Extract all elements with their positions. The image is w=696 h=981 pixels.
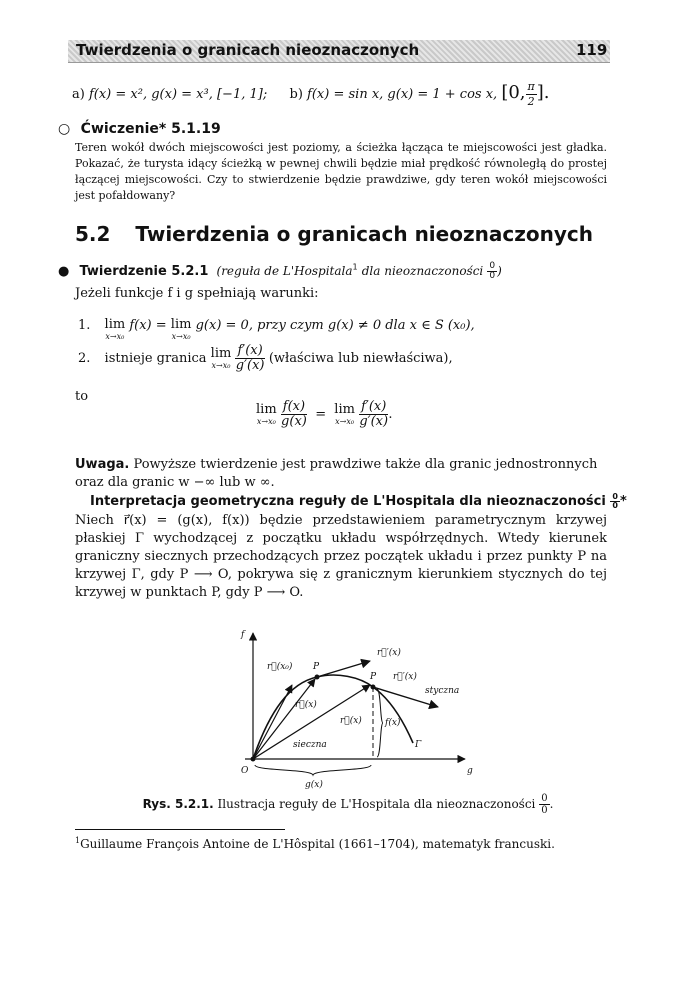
label-fx: f(x) [385,718,401,728]
exercise-title: Ćwiczenie* 5.1.19 [80,121,221,137]
item-b-interval-end: ]. [536,82,550,103]
label-origin: O [241,766,249,776]
limit-3: lim x→x₀ [210,346,232,370]
footnote-mark: 1 [75,836,81,845]
theorem-title: Twierdzenie 5.2.1 [79,264,209,279]
figure-caption [0,793,696,816]
filled-bullet-icon: ● [58,264,70,279]
theorem-subtitle-cont: dla nieoznaczoności [361,264,484,278]
conclusion-formula [256,400,392,429]
condition-1-fx: f(x) = [129,318,167,333]
label-p-right: P [370,672,377,682]
exercise-heading [58,121,221,137]
label-sieczna: sieczna [293,740,327,750]
footnote [75,836,555,851]
conclusion-to: to [75,389,89,404]
item-a-label: a) [72,87,85,102]
limit-4: lim x→x₀ [256,402,277,426]
interpretation-star: * [619,494,627,509]
condition-1-rest: g(x) = 0, przy czym g(x) ≠ 0 dla x ∈ S (x₀), [195,318,475,333]
footnote-rule [75,829,285,830]
origin-point [251,757,256,762]
caption-text: Ilustracja reguły de L'Hospitala dla nieoznaczoności [217,797,536,811]
label-p-left: P [313,662,320,672]
label-r-x-mid: r⃗(x) [295,700,317,710]
equals-sign: = [315,407,327,422]
fx-brace [377,689,383,757]
condition-2-rest: (właściwa lub niewłaściwa), [268,351,453,366]
previous-exercise-items [72,80,550,109]
conclusion-period: . [388,407,393,422]
section-heading [75,222,593,246]
gx-brace [255,765,371,775]
label-gamma: Γ [415,740,422,750]
remark-text: Powyższe twierdzenie jest prawdziwe także dla granic jednostronnych oraz dla granic w −∞ lub w ∞. [75,457,598,490]
interpretation-fraction: $\frac{0}{0}$ [612,492,618,510]
theorem-heading [58,262,502,281]
theorem-subtitle-close: ) [497,264,502,278]
limit-1: lim x→x₀ [104,317,126,341]
ratio-derivatives: $\frac{f'(x)}{g'(x)}$ [359,399,389,429]
label-r-prime-right: r⃗′(x) [393,672,417,682]
tangent-arrow-left [317,661,370,677]
derivative-ratio: $\frac{f'(x)}{g'(x)}$ [235,343,265,373]
condition-2 [78,344,453,373]
interpretation-text: Niech r⃗(x) = (g(x), f(x)) będzie przedstawieniem parametrycznym krzywej płaskiej Γ wychodzącej z początku układu współrzędnych. Wtedy kierunek graniczny siecznych przechodzących przez początek układu i przez punkty P na krzywej Γ, gdy P ⟶ O, pokrywa się z granicznym kierunkiem stycznych do tej krzywej w punktach P, gdy P ⟶ O. [75,513,607,600]
section-title: Twierdzenia o granicach nieoznaczonych [135,222,593,246]
label-g-axis: g [467,766,473,776]
caption-label: Rys. 5.2.1. [142,797,214,811]
page-number: 119 [576,41,608,59]
interpretation-heading [90,493,627,510]
interpretation-title: Interpretacja geometryczna reguły de L'Hospitala dla nieoznaczoności [90,494,606,509]
lhospital-figure [225,625,495,793]
ratio-fg: $\frac{f(x)}{g(x)}$ [281,399,307,429]
exercise-text: Teren wokół dwóch miejscowości jest poziomy, a ścieżka łącząca te miejscowości jest gładka. Pokazać, że turysta idący ścieżką w pewnej chwili będzie miał prędkość równoległą do prostej łączącej miejscowości. Czy to stwierdzenie będzie prawdziwe, gdy teren wokół miejscowości jest pofałdowany? [75,141,607,202]
condition-2-text: istnieje granica [104,351,207,366]
remark-label: Uwaga. [75,457,130,472]
item-b-interval-start: [0, [501,82,526,103]
item-b-label: b) [289,87,303,102]
section-number: 5.2 [75,222,111,246]
label-f-axis: f [241,630,245,640]
caption-end: . [549,797,554,811]
label-r-prime-top: r⃗′(x) [377,648,401,658]
condition-1 [78,318,475,341]
item-a-formula: f(x) = x², g(x) = x³, [−1, 1]; [88,87,268,102]
condition-2-number: 2. [78,351,91,366]
limit-5: lim x→x₀ [334,402,355,426]
theorem-subtitle: (reguła de L'Hospitala [216,264,353,278]
hollow-bullet-icon: ○ [58,121,71,137]
theorem-intro: Jeżeli funkcje f i g spełniają warunki: [75,286,319,301]
vector-r-x0 [253,685,292,759]
pi-half-fraction: $\frac{\pi}{2}$ [527,80,535,108]
remark [75,456,607,492]
caption-fraction: $\frac{0}{0}$ [541,793,548,816]
condition-1-number: 1. [78,318,91,333]
item-b-formula: f(x) = sin x, g(x) = 1 + cos x, [307,87,498,102]
label-gx: g(x) [305,780,323,790]
label-r-x0: r⃗(x₀) [267,662,293,672]
running-header-title: Twierdzenia o granicach nieoznaczonych [76,41,420,59]
footnote-marker: 1 [352,262,358,272]
footnote-text: Guillaume François Antoine de L'Hôspital (1661–1704), matematyk francuski. [80,837,555,851]
label-r-x-low: r⃗(x) [340,716,362,726]
limit-2: lim x→x₀ [170,317,192,341]
zero-over-zero: $\frac{0}{0}$ [489,261,496,281]
point-p-left [315,675,320,680]
label-styczna: styczna [425,686,460,696]
